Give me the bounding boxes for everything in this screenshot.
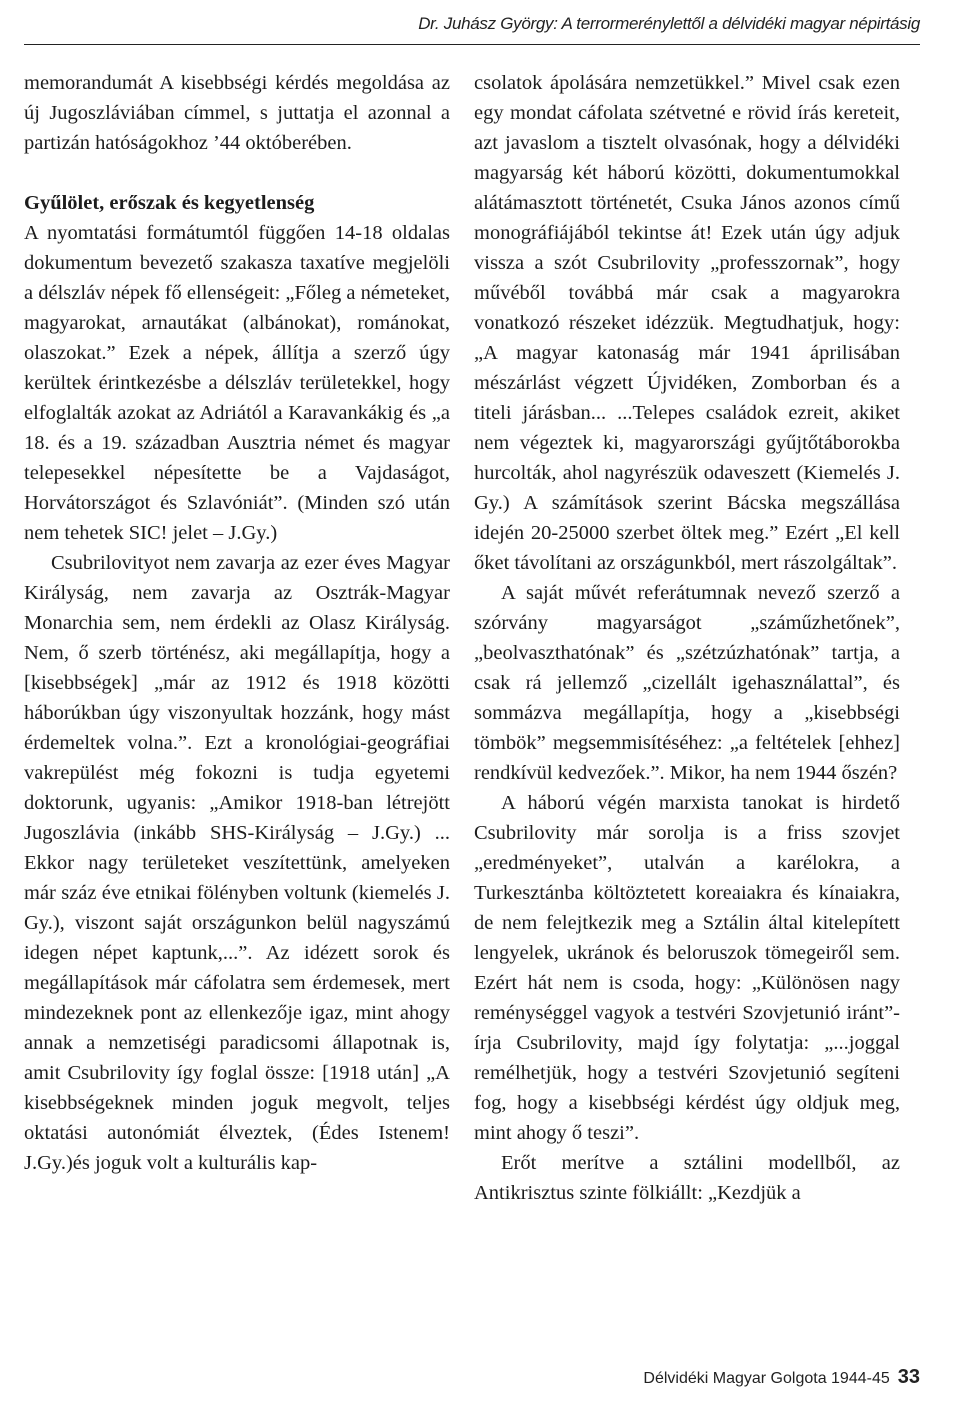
publication-title: Délvidéki Magyar Golgota 1944-45 <box>643 1370 890 1387</box>
page-number: 33 <box>897 1366 920 1388</box>
right-paragraph-1: csolatok ápolására nemzetükkel.” Mivel csak ezen egy mondat cáfolata szétvetné e rövid írás kereteit, azt javaslom a tisztelt olvasónak, hogy a délvidéki magyarság két háború közötti, dokumentumokkal alátámasztott történetét, Csuka János azonos című monográfiájából tekintse át! Ezek után úgy adjuk vissza a szót Csubrilovity „professzornak”, hogy művéből továbbá már csak a magyarokra vonatkozó részeket idézzük. Megtudhatjuk, hogy: „A magyar katonaság már 1941 áprilisában mészárlást végzett Újvidéken, Zomborban és a titeli járásban... ...Telepes családok ezreit, akiket nem végeztek ki, magyarországi gyűjtőtáborokba hurcolták, ahol nagyrészük odaveszett (Kiemelés J. Gy.) A számítások szerint Bácska megszállása idején 20-25000 szerbet öltek meg.” Ezért „El kell őket távolítani az országunkból, mert rászolgáltak”. <box>474 72 900 574</box>
section-heading: Gyűlölet, erőszak és kegyetlenség <box>24 192 315 214</box>
right-paragraph-4: Erőt merítve a sztálini modellből, az Antikrisztus szinte fölkiállt: „Kezdjük a <box>474 1152 900 1204</box>
right-paragraph-2: A saját művét referátumnak nevező szerző a szórvány magyarságot „száműzhetőnek”, „beolvaszthatónak” és „szétzúzhatónak” tartja, a csak rá jellemző „cizellált igehasználattal”, és sommázva megállapítja, hogy a „kisebbségi tömbök” megsemmisítéséhez: „a feltételek [ehhez] rendkívül kedvezőek.”. Mikor, ha nem 1944 őszén? <box>474 582 900 784</box>
left-paragraph-1: memorandumát A kisebbségi kérdés megoldása az új Jugoszláviában címmel, s juttatja el azonnal a partizán hatóságokhoz ’44 októberében. <box>24 72 450 154</box>
header-rule <box>24 44 920 45</box>
right-paragraph-3: A háború végén marxista tanokat is hirdető Csubrilovity már sorolja is a friss szovjet „eredményeket”, utalván a karélokra, a Turkesztánba költöztetett koreaiakra és kínaiakra, de nem felejtkezik meg a Sztálin által kitelepített lengyelek, ukránok és beloruszok tömegeiről sem. Ezért hát nem is csoda, hogy: „Különösen nagy reménységgel vagyok a testvéri Szovjetunió iránt”-írja Csubrilovity, majd így folytatja: „...joggal remélhetjük, hogy a testvéri Szovjetunió segíteni fog, hogy a kisebbségi kérdést úgy oldjuk meg, mint ahogy ő teszi”. <box>474 792 900 1144</box>
right-column <box>474 68 900 1208</box>
left-column <box>24 68 450 1178</box>
page-footer <box>643 1366 920 1389</box>
running-head: Dr. Juhász György: A terrormerénylettől a délvidéki magyar népirtásig <box>418 14 920 33</box>
left-paragraph-2: A nyomtatási formátumtól függően 14-18 oldalas dokumentum bevezető szakasza taxatíve megjelöli a délszláv népek fő ellenségeit: „Főleg a németeket, magyarokat, arnautákat (albánokat), románokat, olaszokat.” Ezek a népek, állítja a szerző úgy kerültek érintkezésbe a délszláv területekkel, hogy elfoglalták azokat az Adriától a Karavankákig és „a 18. és a 19. században Ausztria német és magyar telepesekkel népesítette be a Vajdaságot, Horvátországot és Szlavóniát”. (Minden szó után nem tehetek SIC! jelet – J.Gy.) <box>24 222 450 544</box>
left-paragraph-3: Csubrilovityot nem zavarja az ezer éves Magyar Királyság, nem zavarja az Osztrák-Magyar Monarchia sem, nem érdekli az Olasz Királyság. Nem, ő szerb történész, aki megállapítja, hogy a [kisebbségek] „már az 1912 és 1918 közötti háborúkban úgy viszonyultak hozzánk, hogy mást érdemeltek volna.”. Ezt a kronológiai-geográfiai vakrepülést még fokozni is tudja egyetemi doktorunk, ugyanis: „Amikor 1918-ban létrejött Jugoszlávia (inkább SHS-Királyság – J.Gy.) ... Ekkor nagy területeket veszítettünk, amelyeken már száz éve etnikai fölényben voltunk (kiemelés J. Gy.), viszont saját országunkon belül nagyszámú idegen népet kaptunk,...”. Az idézett sorok és megállapítások már cáfolatra sem érdemesek, mert mindezeknek pont az ellenkezője igaz, mint ahogy annak a nemzetiségi paradicsomi állapotnak is, amit Csubrilovity így foglal össze: [1918 után] „A kisebbségeknek minden joguk megvolt, teljes oktatási autonómiát élveztek, (Édes Istenem! J.Gy.)és joguk volt a kulturális kap- <box>24 552 450 1174</box>
